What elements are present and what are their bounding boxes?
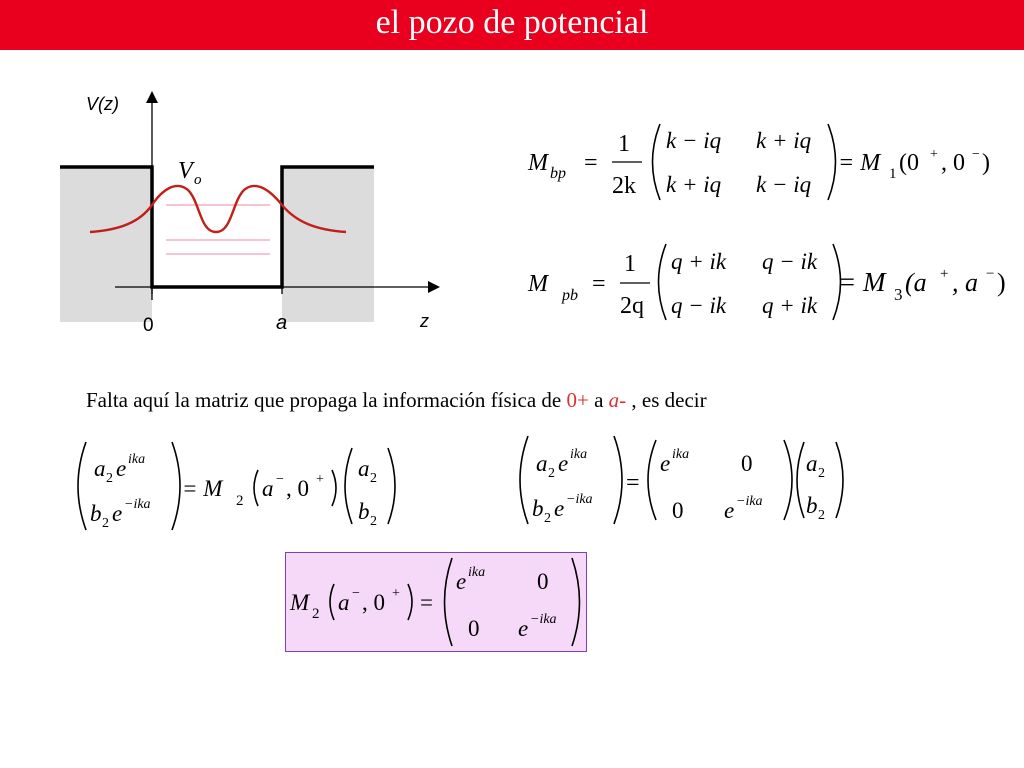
eq4-b2-sub: 2 <box>544 511 551 526</box>
caption-end: , es decir <box>631 388 707 412</box>
caption-var-aminus: a- <box>608 388 627 412</box>
right-barrier-fill <box>282 167 374 322</box>
eq2-rhs-arg: (a <box>905 268 927 297</box>
eq3-e-bottom: e <box>112 501 123 526</box>
eq4-right-paren-2 <box>784 440 792 520</box>
eq1-m11: k − iq <box>666 128 722 153</box>
eq2-m12: q − ik <box>762 249 818 274</box>
eq1-rhs-sup2: − <box>972 147 980 162</box>
eq5-m11-exp: ika <box>468 565 486 580</box>
eq4-r2-sub: 2 <box>818 508 825 523</box>
eq4-m22-exp: −ika <box>736 494 763 509</box>
left-barrier-fill <box>60 167 152 322</box>
eq2-rhs-sup2: − <box>986 266 995 282</box>
equation-m2-result <box>289 558 580 646</box>
eq5-comma0: , 0 <box>362 590 385 615</box>
eq5-right-paren <box>572 558 580 646</box>
v0-subscript: o <box>194 172 202 188</box>
eq2-equals: = <box>592 271 606 297</box>
equation-propagation <box>78 442 395 531</box>
eq3-b2-sub: 2 <box>102 516 109 531</box>
eq5-arg-a: a <box>338 590 350 615</box>
eq2-den: 2q <box>620 293 644 319</box>
tick-label-a: a <box>276 312 288 334</box>
caption-var-0plus: 0+ <box>566 388 589 412</box>
slide-title: el pozo de potencial <box>375 4 649 41</box>
eq5-arg-right-paren <box>408 584 412 620</box>
y-axis-label: V(z) <box>86 94 119 114</box>
eq4-left-paren-1 <box>520 436 528 524</box>
eq2-m21: q − ik <box>671 293 727 318</box>
eq2-lhs-sub: pb <box>562 287 578 304</box>
eq4-e-top: e <box>558 451 569 476</box>
eq5-lhs: M <box>290 590 310 615</box>
eq2-rhs-end: ) <box>997 268 1006 297</box>
v0-label: V <box>178 158 193 184</box>
eq3-r2: b <box>358 499 370 524</box>
tick-label-0: 0 <box>143 315 154 336</box>
eq3-right-paren-2 <box>388 448 395 524</box>
eq4-equals: = <box>626 470 640 496</box>
eq1-lhs-sub: bp <box>550 165 566 182</box>
eq3-a2: a <box>94 456 106 481</box>
eq5-m12: 0 <box>537 569 549 594</box>
eq5-m21: 0 <box>468 616 480 641</box>
eq5-sup-plus: + <box>392 586 400 601</box>
eq3-r1-sub: 2 <box>370 471 377 486</box>
eq4-e-bottom: e <box>554 496 565 521</box>
eq1-m22: k − iq <box>756 172 812 197</box>
eq5-m22-e: e <box>518 616 529 641</box>
eq4-m21: 0 <box>672 498 684 523</box>
eq4-exp-top: ika <box>570 447 588 462</box>
eq4-left-paren-3 <box>797 442 804 518</box>
eq5-lhs-sub: 2 <box>312 606 320 622</box>
caption-mid: a <box>594 388 604 412</box>
eq3-sup-minus: − <box>276 472 284 487</box>
eq3-arg-right-paren <box>332 470 336 506</box>
equation-explicit-matrix <box>520 436 843 526</box>
eq5-arg-left-paren <box>330 584 334 620</box>
eq2-left-paren <box>659 244 667 320</box>
eq1-rhs-arg: (0 <box>899 150 919 176</box>
eq2-m22: q + ik <box>762 293 818 318</box>
eq4-m12: 0 <box>741 451 753 476</box>
y-axis-arrow <box>146 91 158 103</box>
caption-text <box>86 388 707 413</box>
eq3-arg-a: a <box>262 476 274 501</box>
eq1-num: 1 <box>618 131 630 157</box>
eq3-b2: b <box>90 501 102 526</box>
eq1-rhs-sub: 1 <box>889 166 897 182</box>
eq3-r1: a <box>358 456 370 481</box>
eq1-rhs: = M <box>838 150 881 176</box>
eq4-exp-bottom: −ika <box>566 492 593 507</box>
eq5-sup-minus: − <box>352 586 360 601</box>
eq3-m-sub: 2 <box>236 493 244 509</box>
eq5-m11-e: e <box>456 569 467 594</box>
eq4-b2: b <box>532 496 544 521</box>
eq1-left-paren <box>653 124 661 200</box>
eq2-rhs-sup1: + <box>940 266 949 282</box>
eq4-a2: a <box>536 451 548 476</box>
eq1-rhs-sup1: + <box>930 147 938 162</box>
eq5-left-paren <box>445 558 453 646</box>
eq4-r1: a <box>806 451 818 476</box>
eq2-lhs: M <box>528 271 548 297</box>
eq3-a2-sub: 2 <box>106 471 113 486</box>
eq4-m11-exp: ika <box>672 447 690 462</box>
eq4-r2: b <box>806 493 818 518</box>
eq5-equals: = <box>420 590 433 615</box>
eq3-left-paren-2 <box>345 448 352 524</box>
eq3-exp-top: ika <box>128 452 146 467</box>
eq5-m22-exp: −ika <box>530 612 557 627</box>
eq3-r2-sub: 2 <box>370 514 377 529</box>
eq4-left-paren-2 <box>648 440 656 520</box>
eq4-right-paren-1 <box>614 436 622 524</box>
caption-part1: Falta aquí la matriz que propaga la información física de <box>86 388 562 412</box>
eq3-sup-plus: + <box>316 472 324 487</box>
eq1-rhs-mid: , 0 <box>941 150 965 176</box>
eq4-m22-e: e <box>724 498 735 523</box>
eq3-exp-bottom: −ika <box>124 497 151 512</box>
potential-well-graph <box>60 91 440 336</box>
x-axis-arrow <box>428 281 440 293</box>
eq1-den: 2k <box>612 173 636 199</box>
eq3-e-top: e <box>116 456 127 481</box>
x-axis-label: z <box>420 311 429 331</box>
eq2-rhs: = M <box>838 267 886 297</box>
equation-m-pb <box>527 244 1006 320</box>
eq3-equals-m: = M <box>182 476 223 501</box>
eq1-m21: k + iq <box>666 172 722 197</box>
eq3-arg-left-paren <box>254 470 258 506</box>
eq4-r1-sub: 2 <box>818 466 825 481</box>
eq2-num: 1 <box>624 251 636 277</box>
eq2-m11: q + ik <box>671 249 727 274</box>
eq4-a2-sub: 2 <box>548 466 555 481</box>
equation-m-bp <box>527 124 990 200</box>
eq3-comma0: , 0 <box>286 476 309 501</box>
eq2-rhs-sub: 3 <box>894 285 903 304</box>
eq2-rhs-mid: , a <box>952 268 978 297</box>
eq1-lhs: M <box>528 150 548 176</box>
eq3-left-paren-1 <box>78 442 86 530</box>
eq1-right-paren <box>828 124 836 200</box>
eq1-rhs-end: ) <box>982 150 990 176</box>
eq4-m11-e: e <box>660 451 671 476</box>
eq4-right-paren-3 <box>836 442 843 518</box>
eq1-equals: = <box>584 150 598 176</box>
eq1-m12: k + iq <box>756 128 812 153</box>
eq3-right-paren-1 <box>172 442 180 530</box>
